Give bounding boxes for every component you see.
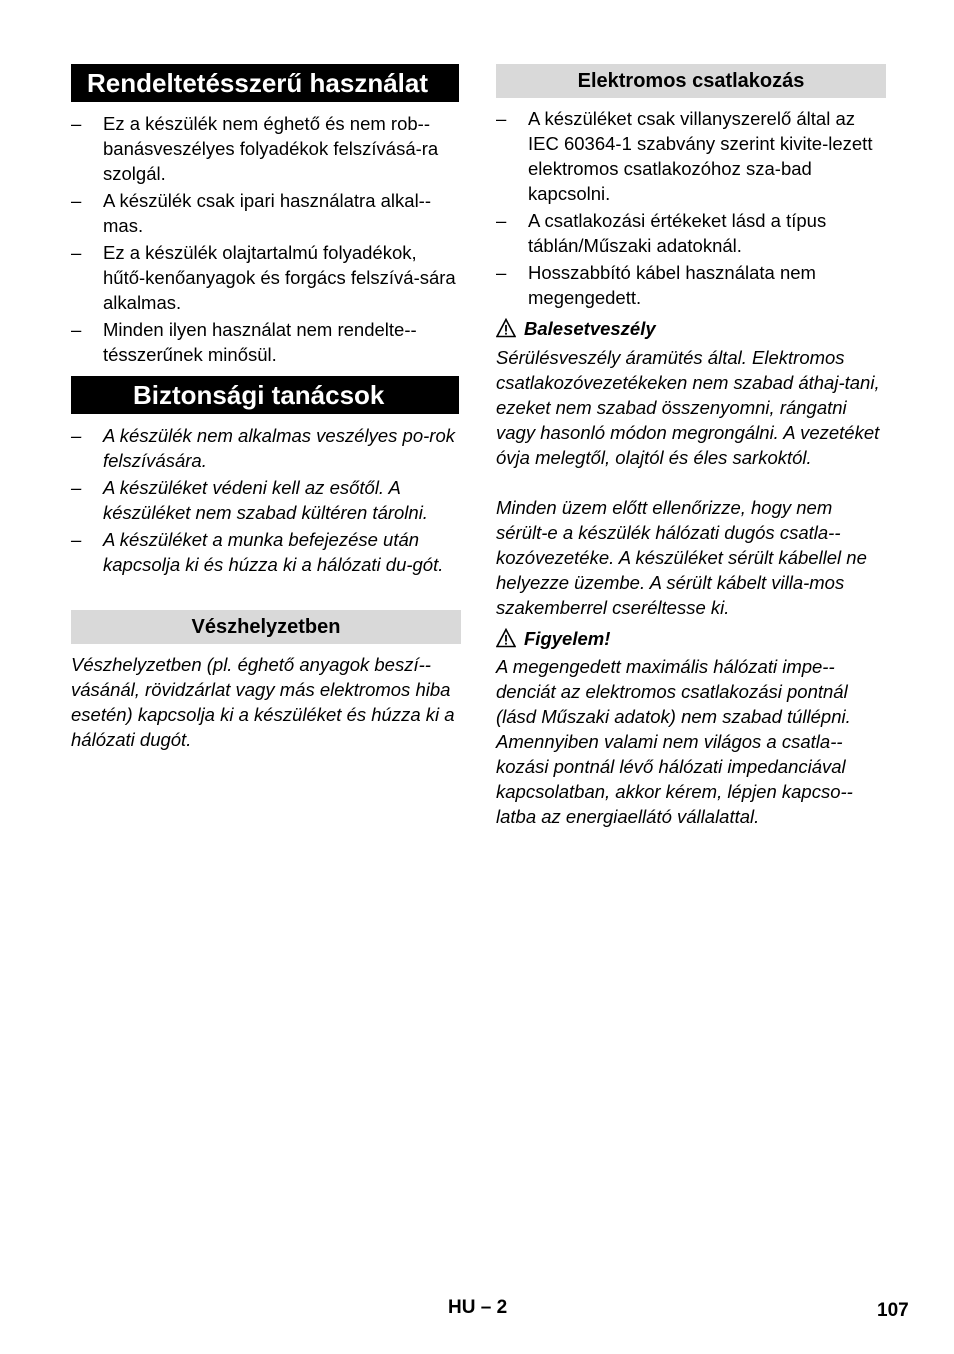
list-item: – A készülék nem alkalmas veszélyes po-rok felszívására.	[71, 425, 455, 471]
safety-list	[71, 423, 461, 579]
section-heading-intended-use: Rendeltetésszerű használat	[71, 64, 459, 102]
warning-attention-text: A megengedett maximális hálózati impe-denciát az elektromos csatlakozási pontnál (lásd Műszaki adatok) nem szabad túllépni. Amennyiben valami nem világos a csatla-kozási pontnál lévő hálózati impedanciával kapcsolatban, akkor kérem, lépjen kapcso-latba az energiaellátó vállalattal.	[496, 656, 853, 827]
section-heading-emergency: Vészhelyzetben	[71, 610, 461, 644]
section-heading-safety: Biztonsági tanácsok	[71, 376, 459, 414]
emergency-text: Vészhelyzetben (pl. éghető anyagok beszí-vásánál, rövidzárlat vagy más elektromos hiba esetén) kapcsolja ki a készüléket és húzza ki a hálózati dugót.	[71, 654, 455, 750]
warning-danger-text-2: Minden üzem előtt ellenőrizze, hogy nem sérült-e a készülék hálózati dugós csatla-kozóvezetéke. A készüléket sérült kábellel ne helyezze üzembe. A sérült kábelt villa-mos szakemberrel cseréltesse ki.	[496, 497, 867, 618]
warning-triangle-icon	[496, 628, 516, 648]
list-item: – Ez a készülék olajtartalmú folyadékok, hűtő-kenőanyagok és forgács felszívá-sára alkalmas.	[71, 242, 456, 313]
warning-triangle-icon	[496, 318, 516, 338]
page-number: 107	[877, 1300, 909, 1321]
section-heading-electrical: Elektromos csatlakozás	[496, 64, 886, 98]
list-item: – Ez a készülék nem éghető és nem rob-banásveszélyes folyadékok felszívásá-ra szolgál.	[71, 113, 439, 184]
electrical-list	[496, 106, 886, 312]
list-item: – A készülék csak ipari használatra alkal-mas.	[71, 190, 432, 236]
intended-use-list	[71, 111, 461, 369]
list-item: – A készüléket védeni kell az esőtől. A készüléket nem szabad kültéren tárolni.	[71, 477, 428, 523]
list-item: – A készüléket a munka befejezése után kapcsolja ki és húzza ki a hálózati du-gót.	[71, 529, 444, 575]
list-item: – Minden ilyen használat nem rendelte-tésszerűnek minősül.	[71, 319, 417, 365]
footer-language-page: HU – 2	[448, 1297, 508, 1318]
list-item: – A csatlakozási értékeket lásd a típus táblán/Műszaki adatoknál.	[496, 210, 827, 256]
warning-danger-text-1: Sérülésveszély áramütés által. Elektromos csatlakozóvezetékeken nem szabad áthaj-tani, ezeket nem szabad összenyomni, rángatni vagy hasonló módon megrongálni. A vezetéket óvja melegtől, olajtól és éles sarkoktól.	[496, 347, 880, 468]
list-item: – A készüléket csak villanyszerelő által az IEC 60364-1 szabvány szerint kivite-lezett elektromos csatlakozóhoz sza-bad kapcsolni.	[496, 108, 873, 204]
warning-danger-heading: Balesetveszély	[496, 316, 656, 341]
warning-attention-heading: Figyelem!	[496, 626, 610, 651]
list-item: – Hosszabbító kábel használata nem megengedett.	[496, 262, 816, 308]
